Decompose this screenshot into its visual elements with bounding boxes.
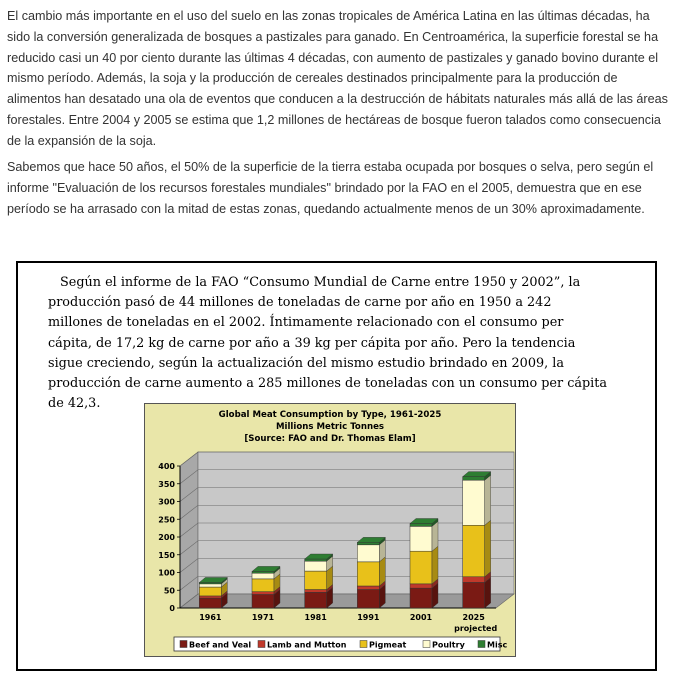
- bar-segment-lamb-and-mutton-2025: [463, 577, 485, 583]
- bar-segment-poultry-1991: [357, 545, 379, 562]
- legend-swatch-misc: [478, 641, 485, 648]
- x-tick-label: 1991: [357, 613, 380, 622]
- bar-segment-beef-and-veal-1971: [252, 595, 274, 608]
- bar-segment-pigmeat-1991: [357, 562, 379, 586]
- quote-box: [16, 261, 657, 671]
- y-tick-label: 400: [158, 462, 175, 471]
- legend-label-misc: Misc: [487, 640, 508, 650]
- bar-segment-misc-2025: [463, 477, 485, 481]
- legend-label-lamb-and-mutton: Lamb and Mutton: [267, 640, 347, 650]
- bar-segment-misc-1981: [305, 559, 327, 561]
- paragraph-forest-loss: Sabemos que hace 50 años, el 50% de la superficie de la tierra estaba ocupada por bosques o selva, pero según el informe "Evaluación de los recursos forestales mundiales" brindado por la FAO en el 2005, demuestra que en ese período se ha arrasado con la mitad de estas zonas, quedando actualmente menos de un 30% aproximadamente.: [7, 160, 654, 216]
- bar-segment-poultry-1981: [305, 561, 327, 571]
- y-tick-label: 50: [163, 586, 175, 596]
- paragraph-land-use: El cambio más importante en el uso del suelo en las zonas tropicales de América Latina en las últimas décadas, ha sido la conversión generalizada de bosques a pastizales para ganado. En Centroamérica, la superficie forestal se ha reducido casi un 40 por ciento durante las últimas 4 décadas, con aumento de pastizales y ganado bovino durante el mismo período. Además, la soja y la producción de cereales destinados principalmente para la producción de alimentos han desatado una ola de eventos que conducen a la destrucción de hábitats naturales más allá de las áreas forestales. Entre 2004 y 2005 se estima que 1,2 millones de hectáreas de bosque fueron talados como consecuencia de la expansión de la soja.: [7, 9, 668, 148]
- chart-title: Global Meat Consumption by Type, 1961-2025: [218, 410, 442, 420]
- bar-segment-pigmeat-2025: [463, 525, 485, 576]
- y-tick-label: 250: [158, 515, 175, 525]
- bar-segment-pigmeat-2001-side: [432, 546, 438, 584]
- bar-segment-lamb-and-mutton-1971: [252, 592, 274, 595]
- legend-swatch-beef-and-veal: [180, 641, 187, 648]
- legend-swatch-pigmeat: [360, 641, 367, 648]
- bar-segment-beef-and-veal-1981: [305, 592, 327, 608]
- y-tick-label: 350: [158, 479, 175, 489]
- bar-segment-pigmeat-1961: [199, 587, 221, 596]
- meat-consumption-quote: Según el informe de la FAO “Consumo Mundial de Carne entre 1950 y 2002”, la producción pasó de 44 millones de toneladas de carne por año en 1950 a 242 millones de toneladas en el 2002. Íntimamente relacionado con el consumo per cápita, de 17,2 kg de carne por año a 39 kg per cápita por año. Pero la tendencia sigue creciendo, según la actualización del mismo estudio brindado en 2009, la producción de carne aumento a 285 millones de toneladas con un consumo per cápita de 42,3.: [48, 275, 608, 412]
- meat-consumption-chart: [144, 403, 516, 657]
- y-tick-label: 300: [158, 497, 175, 507]
- bar-segment-lamb-and-mutton-2001: [410, 584, 432, 588]
- bar-segment-poultry-2025-side: [485, 475, 491, 525]
- bar-segment-poultry-2001: [410, 526, 432, 551]
- legend-label-pigmeat: Pigmeat: [369, 640, 407, 650]
- chart-subtitle: Millions Metric Tonnes: [275, 422, 385, 432]
- bar-segment-pigmeat-1971: [252, 579, 274, 592]
- y-tick-label: 100: [158, 568, 175, 578]
- y-tick-label: 200: [158, 533, 175, 542]
- bar-segment-lamb-and-mutton-1961: [199, 596, 221, 598]
- bar-segment-beef-and-veal-1961: [199, 598, 221, 608]
- bar-segment-poultry-1961: [199, 584, 221, 587]
- x-tick-label: 1961: [199, 613, 222, 622]
- bar-segment-lamb-and-mutton-1981: [305, 590, 327, 593]
- x-tick-label: 1971: [251, 613, 275, 622]
- bar-segment-beef-and-veal-2001: [410, 588, 432, 608]
- bar-segment-beef-and-veal-1991: [357, 590, 379, 608]
- bar-segment-misc-1991: [357, 542, 379, 544]
- x-tick-sublabel: projected: [454, 624, 498, 633]
- y-tick-label: 0: [169, 604, 175, 613]
- legend-label-beef-and-veal: Beef and Veal: [189, 640, 252, 650]
- bar-segment-misc-1961: [199, 582, 221, 583]
- bar-segment-pigmeat-2025-side: [485, 520, 491, 576]
- bar-segment-pigmeat-2001: [410, 551, 432, 584]
- bar-segment-lamb-and-mutton-1991: [357, 586, 379, 590]
- y-tick-label: 150: [158, 550, 175, 560]
- legend-swatch-poultry: [423, 641, 430, 648]
- x-tick-label: 2001: [409, 613, 433, 622]
- x-tick-label: 1981: [304, 613, 327, 622]
- bar-segment-poultry-1971: [252, 573, 274, 579]
- bar-segment-beef-and-veal-2025-side: [485, 577, 491, 608]
- bar-segment-beef-and-veal-2025: [463, 582, 485, 608]
- bar-segment-poultry-2025: [463, 480, 485, 525]
- legend-label-poultry: Poultry: [432, 640, 465, 650]
- chart-source: [Source: FAO and Dr. Thomas Elam]: [244, 434, 416, 444]
- bar-segment-pigmeat-1981: [305, 571, 327, 589]
- bar-segment-misc-1971: [252, 571, 274, 573]
- bar-segment-misc-2001: [410, 524, 432, 527]
- legend-swatch-lamb-and-mutton: [258, 641, 265, 648]
- x-tick-label: 2025: [462, 613, 485, 622]
